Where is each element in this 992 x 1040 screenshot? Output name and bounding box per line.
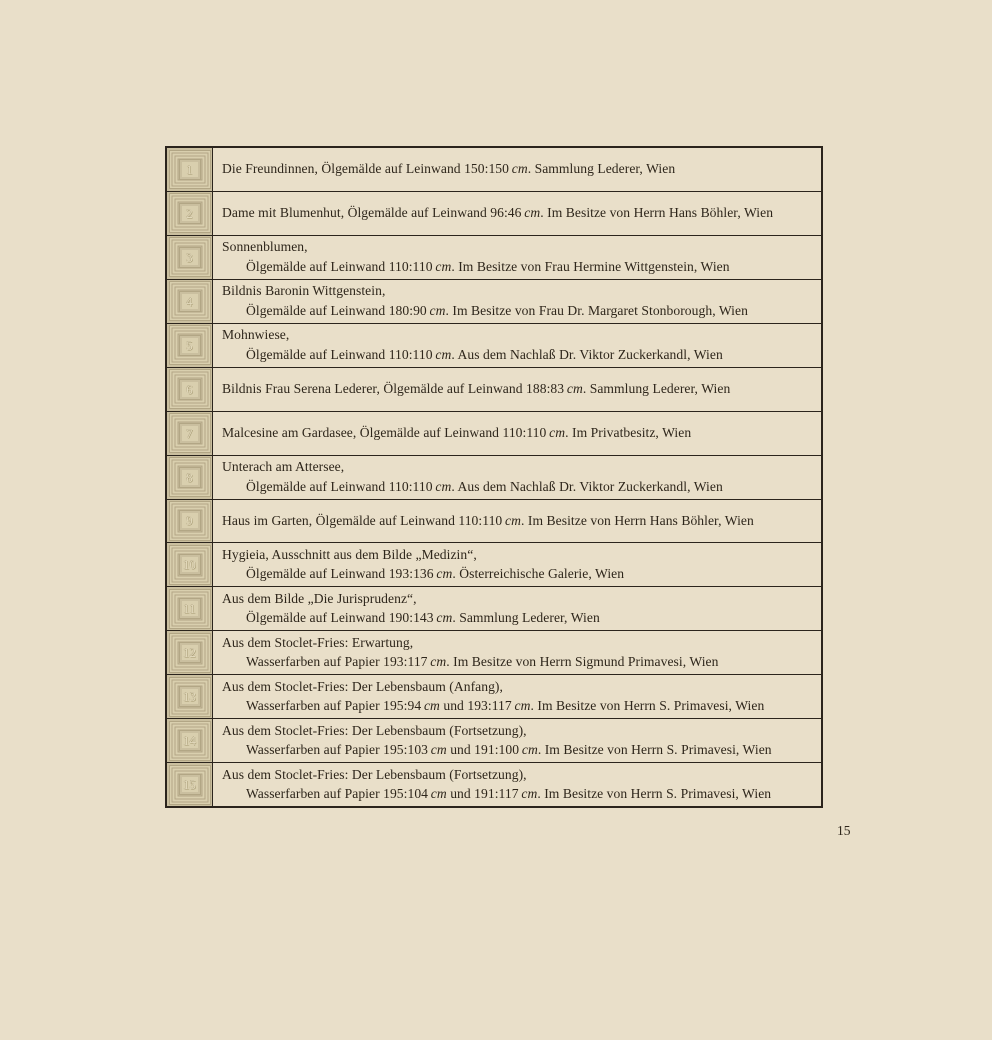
stamp-frame-icon [169, 369, 211, 409]
stamp-frame-icon [169, 193, 211, 233]
stamp-inner-frame [179, 379, 201, 400]
entry-line: Ölgemälde auf Leinwand 110:110 cm. Im Besitze von Frau Hermine Wittgenstein, Wien [246, 258, 730, 274]
stamp-frame-icon [169, 237, 211, 277]
stamp-number: 13 [183, 689, 196, 705]
stamp-number: 9 [186, 513, 193, 529]
entry-text [213, 192, 821, 235]
number-stamp-cell [167, 543, 213, 586]
stamp-frame-icon [169, 633, 211, 673]
number-stamp-cell [167, 587, 213, 630]
catalog-row [167, 675, 821, 719]
stamp-inner-frame [179, 510, 201, 531]
entry-line: Wasserfarben auf Papier 193:117 cm. Im Besitze von Herrn Sigmund Primavesi, Wien [246, 654, 719, 670]
entry-text [213, 148, 821, 191]
entry-line: Haus im Garten, Ölgemälde auf Leinwand 110:110 cm. Im Besitze von Herrn Hans Böhler, Wien [222, 512, 754, 528]
stamp-frame-icon [169, 677, 211, 717]
stamp-number: 6 [186, 381, 193, 397]
entry-line: Aus dem Stoclet-Fries: Der Lebensbaum (Fortsetzung), [222, 722, 527, 738]
number-stamp-cell [167, 236, 213, 279]
catalog-row [167, 236, 821, 280]
entry-line: Bildnis Frau Serena Lederer, Ölgemälde auf Leinwand 188:83 cm. Sammlung Lederer, Wien [222, 380, 731, 396]
catalog-row [167, 324, 821, 368]
number-stamp-cell [167, 412, 213, 455]
stamp-frame-icon [169, 501, 211, 541]
number-stamp-cell [167, 631, 213, 674]
stamp-inner-frame [179, 730, 201, 751]
stamp-number: 5 [186, 337, 193, 353]
catalog-row [167, 543, 821, 587]
stamp-inner-frame [179, 554, 201, 575]
stamp-number: 10 [183, 557, 196, 573]
entry-text [213, 543, 821, 586]
entry-line: Aus dem Stoclet-Fries: Der Lebensbaum (Anfang), [222, 678, 503, 694]
number-stamp-cell [167, 368, 213, 411]
stamp-number: 8 [186, 469, 193, 485]
entry-text [213, 719, 821, 762]
catalog-row [167, 412, 821, 456]
stamp-frame-icon [169, 721, 211, 761]
stamp-frame-icon [169, 281, 211, 321]
stamp-inner-frame [179, 686, 201, 707]
entry-line: Bildnis Baronin Wittgenstein, [222, 283, 386, 299]
stamp-frame-icon [169, 413, 211, 453]
entry-text [213, 280, 821, 323]
stamp-inner-frame [179, 774, 201, 795]
entry-text [213, 763, 821, 806]
entry-line: Sonnenblumen, [222, 239, 308, 255]
stamp-number: 12 [183, 645, 196, 661]
stamp-number: 2 [186, 205, 193, 221]
catalog-row [167, 368, 821, 412]
entry-line: Ölgemälde auf Leinwand 180:90 cm. Im Besitze von Frau Dr. Margaret Stonborough, Wien [246, 302, 748, 318]
stamp-number: 4 [186, 293, 193, 309]
number-stamp-cell [167, 456, 213, 499]
stamp-frame-icon [169, 325, 211, 365]
entry-text [213, 368, 821, 411]
entry-line: Hygieia, Ausschnitt aus dem Bilde „Medizin“, [222, 546, 477, 562]
entry-line: Ölgemälde auf Leinwand 193:136 cm. Österreichische Galerie, Wien [246, 566, 625, 582]
stamp-frame-icon [169, 545, 211, 585]
catalog-plate [165, 146, 823, 808]
stamp-inner-frame [179, 247, 201, 268]
catalog-row [167, 587, 821, 631]
stamp-inner-frame [179, 467, 201, 488]
entry-text [213, 412, 821, 455]
number-stamp-cell [167, 192, 213, 235]
stamp-number: 7 [186, 425, 193, 441]
stamp-inner-frame [179, 291, 201, 312]
catalog-row [167, 280, 821, 324]
number-stamp-cell [167, 500, 213, 543]
number-stamp-cell [167, 763, 213, 806]
entry-text [213, 324, 821, 367]
entry-line: Wasserfarben auf Papier 195:104 cm und 191:117 cm. Im Besitze von Herrn S. Primavesi, Wien [246, 786, 772, 802]
entry-line: Wasserfarben auf Papier 195:103 cm und 191:100 cm. Im Besitze von Herrn S. Primavesi, Wien [246, 742, 772, 758]
stamp-number: 15 [183, 777, 196, 793]
stamp-number: 3 [186, 249, 193, 265]
entry-line: Aus dem Bilde „Die Jurisprudenz“, [222, 590, 417, 606]
catalog-row [167, 500, 821, 544]
entry-line: Die Freundinnen, Ölgemälde auf Leinwand 150:150 cm. Sammlung Lederer, Wien [222, 161, 676, 177]
stamp-inner-frame [179, 159, 201, 180]
number-stamp-cell [167, 719, 213, 762]
stamp-frame-icon [169, 150, 211, 190]
entry-line: Ölgemälde auf Leinwand 110:110 cm. Aus dem Nachlaß Dr. Viktor Zuckerkandl, Wien [246, 478, 723, 494]
catalog-row [167, 192, 821, 236]
number-stamp-cell [167, 280, 213, 323]
catalog-row [167, 631, 821, 675]
number-stamp-cell [167, 148, 213, 191]
catalog-row [167, 763, 821, 806]
stamp-frame-icon [169, 457, 211, 497]
entry-line: Wasserfarben auf Papier 195:94 cm und 193:117 cm. Im Besitze von Herrn S. Primavesi, Wien [246, 698, 765, 714]
entry-line: Ölgemälde auf Leinwand 110:110 cm. Aus dem Nachlaß Dr. Viktor Zuckerkandl, Wien [246, 346, 723, 362]
catalog-row [167, 148, 821, 192]
entry-line: Aus dem Stoclet-Fries: Erwartung, [222, 634, 414, 650]
stamp-inner-frame [179, 335, 201, 356]
catalog-row [167, 456, 821, 500]
entry-line: Dame mit Blumenhut, Ölgemälde auf Leinwand 96:46 cm. Im Besitze von Herrn Hans Böhler, Wien [222, 205, 774, 221]
number-stamp-cell [167, 324, 213, 367]
stamp-number: 1 [186, 161, 193, 177]
entry-text [213, 236, 821, 279]
stamp-number: 11 [183, 601, 196, 617]
stamp-inner-frame [179, 203, 201, 224]
page-number: 15 [837, 823, 851, 838]
stamp-frame-icon [169, 765, 211, 805]
stamp-frame-icon [169, 589, 211, 629]
entry-line: Aus dem Stoclet-Fries: Der Lebensbaum (Fortsetzung), [222, 766, 527, 782]
stamp-inner-frame [179, 642, 201, 663]
entry-text [213, 631, 821, 674]
catalog-row [167, 719, 821, 763]
entry-line: Mohnwiese, [222, 327, 290, 343]
entry-line: Unterach am Attersee, [222, 459, 345, 475]
entry-text [213, 675, 821, 718]
stamp-inner-frame [179, 423, 201, 444]
entry-text [213, 587, 821, 630]
stamp-number: 14 [183, 733, 196, 749]
stamp-inner-frame [179, 598, 201, 619]
entry-line: Malcesine am Gardasee, Ölgemälde auf Leinwand 110:110 cm. Im Privatbesitz, Wien [222, 424, 692, 440]
entry-text [213, 456, 821, 499]
number-stamp-cell [167, 675, 213, 718]
entry-text [213, 500, 821, 543]
entry-line: Ölgemälde auf Leinwand 190:143 cm. Sammlung Lederer, Wien [246, 610, 600, 626]
